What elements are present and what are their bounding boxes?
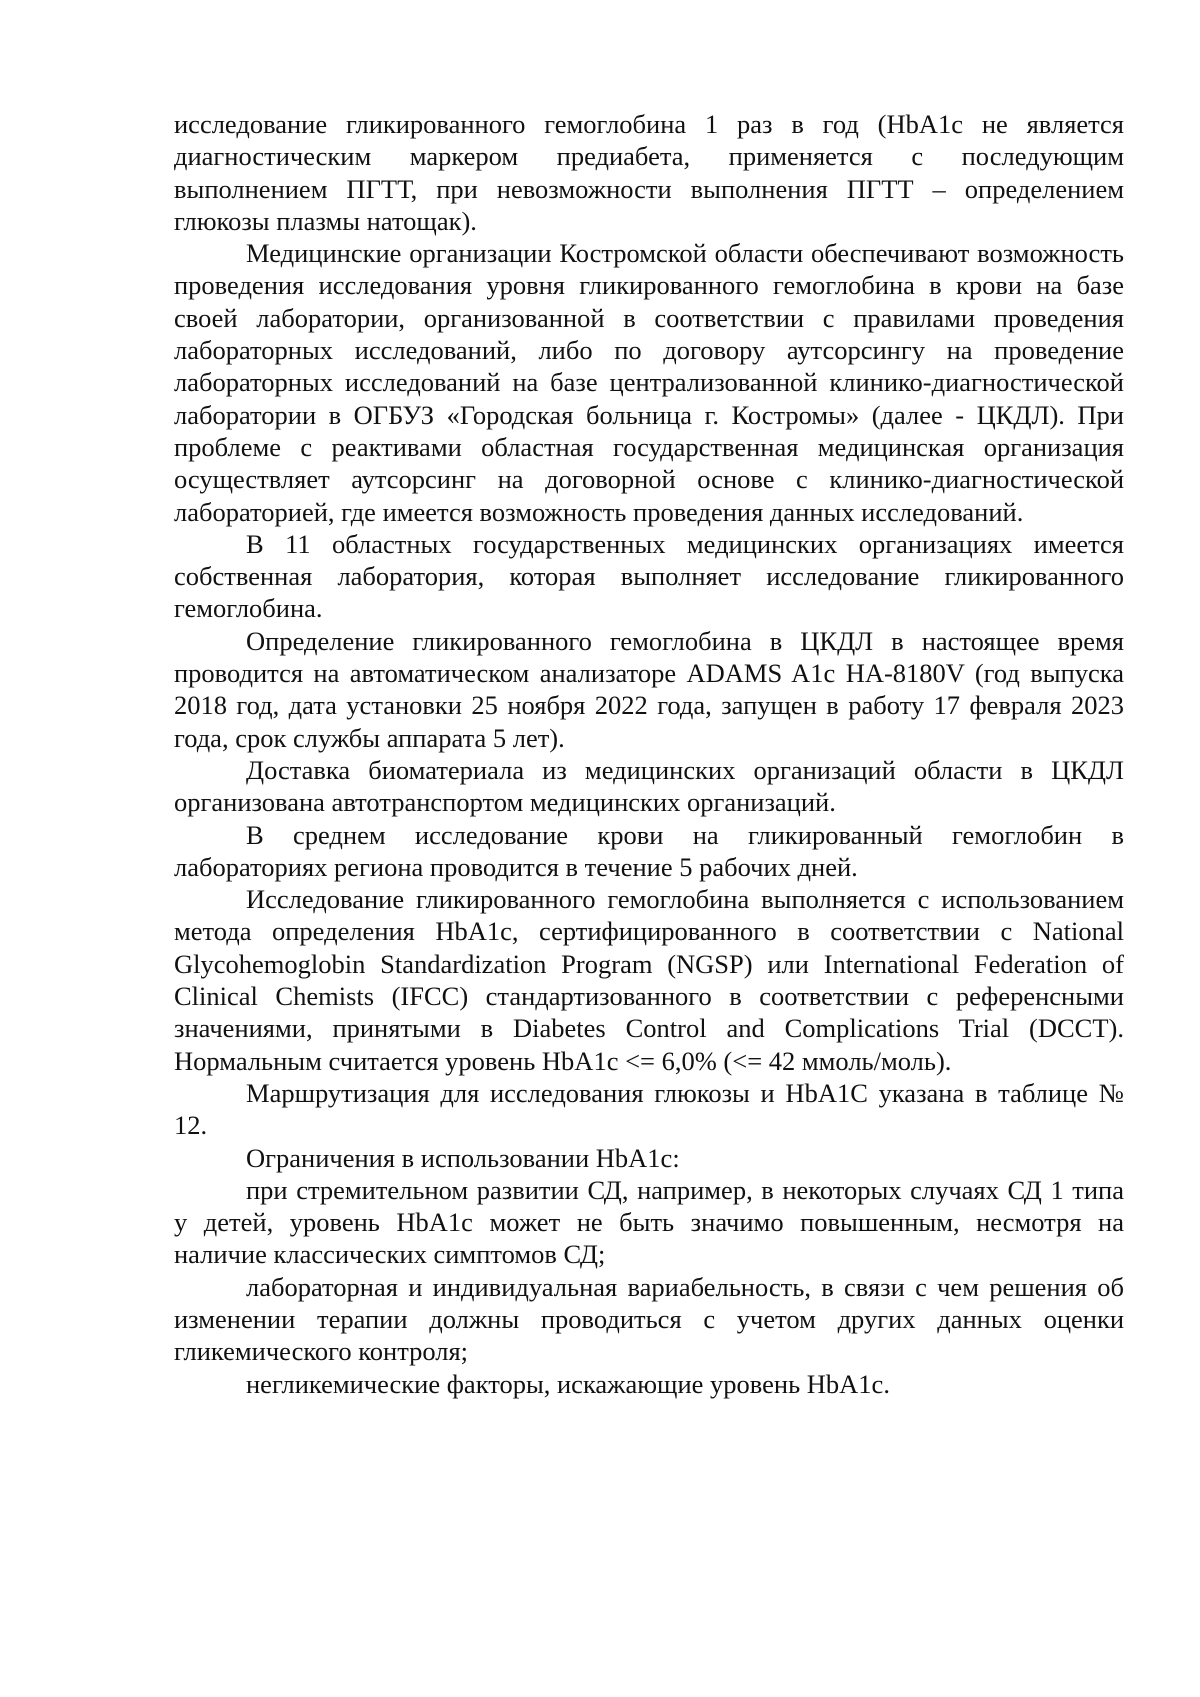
paragraph-method: Исследование гликированного гемоглобина выполняется с использованием метода определения HbA1c, сертифицированного в соответствии с National Glycohemoglobin Standardization Program (NGSP) или International Federation of Clinical Chemists (IFCC) стандартизованного в соответствии с референсными значениями, принятыми в Diabetes Control and Complications Trial (DCCT). Нормальным считается уровень HbA1c <= 6,0% (<= 42 ммоль/моль). (174, 884, 1124, 1076)
paragraph-limitation-rapid-onset: при стремительном развитии СД, например, в некоторых случаях СД 1 типа у детей, уровень HbA1c может не быть значимо повышенным, несмотря на наличие классических симптомов СД; (174, 1174, 1124, 1270)
document-body (174, 108, 1124, 1400)
paragraph-limitation-nonglycemic: негликемические факторы, искажающие уровень HbA1c. (246, 1368, 890, 1399)
paragraph-analyzer: Определение гликированного гемоглобина в ЦКДЛ в настоящее время проводится на автоматическом анализаторе ADAMS A1c HA-8180V (год выпуска 2018 год, дата установки 25 ноября 2022 года, запущен в работу 17 февраля 2023 года, срок службы аппарата 5 лет). (174, 625, 1124, 753)
paragraph-delivery: Доставка биоматериала из медицинских организаций области в ЦКДЛ организована автотранспортом медицинских организаций. (174, 754, 1124, 818)
paragraph-routing: Маршрутизация для исследования глюкозы и HbA1C указана в таблице № 12. (174, 1077, 1124, 1141)
paragraph-own-labs: В 11 областных государственных медицинских организациях имеется собственная лаборатория, которая выполняет исследование гликированного гемоглобина. (174, 528, 1124, 624)
paragraph-continuation: исследование гликированного гемоглобина 1 раз в год (HbA1c не является диагностическим маркером предиабета, применяется с последующим выполнением ПГТТ, при невозможности выполнения ПГТТ – определением глюкозы плазмы натощак). (174, 109, 1124, 236)
paragraph-lab-capacity: Медицинские организации Костромской области обеспечивают возможность проведения исследования уровня гликированного гемоглобина в крови на базе своей лаборатории, организованной в соответствии с правилами проведения лабораторных исследований, либо по договору аутсорсингу на проведение лабораторных исследований на базе централизованной клинико-диагностической лаборатории в ОГБУЗ «Городская больница г. Костромы» (далее - ЦКДЛ). При проблеме с реактивами областная государственная медицинская организация осуществляет аутсорсинг на договорной основе с клинико-диагностической лабораторией, где имеется возможность проведения данных исследований. (174, 238, 1124, 527)
paragraph-turnaround: В среднем исследование крови на гликированный гемоглобин в лабораториях региона проводится в течение 5 рабочих дней. (174, 819, 1124, 882)
paragraph-limitation-variability: лабораторная и индивидуальная вариабельность, в связи с чем решения об изменении терапии должны проводиться с учетом других данных оценки гликемического контроля; (174, 1271, 1124, 1367)
paragraph-limitations-heading: Ограничения в использовании HbA1c: (246, 1142, 680, 1173)
